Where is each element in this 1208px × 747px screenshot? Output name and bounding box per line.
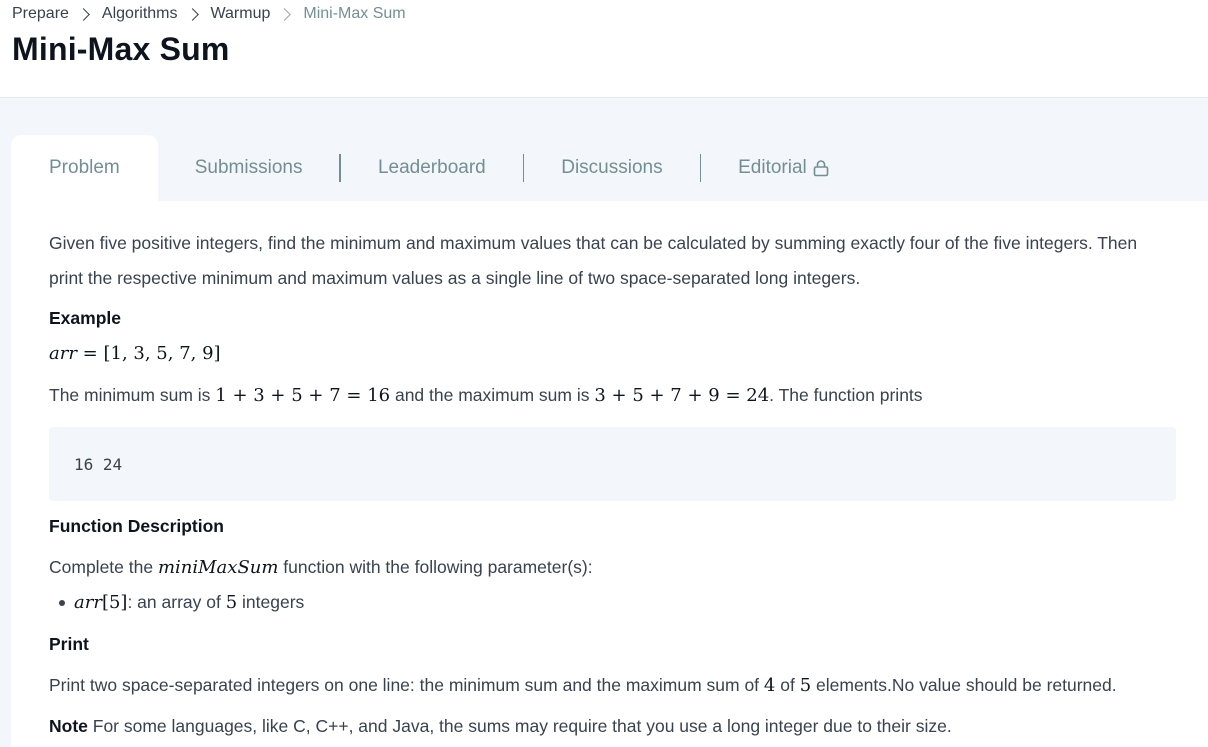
- page-header: [0, 0, 1208, 98]
- tab-editorial-label: Editorial: [738, 157, 807, 178]
- max-expr: 3 + 5 + 7 + 9 = 24: [594, 385, 770, 406]
- print-text-3: elements.No value should be returned.: [811, 675, 1117, 695]
- breadcrumb-prepare[interactable]: Prepare: [12, 5, 69, 22]
- breadcrumb: [12, 5, 406, 23]
- chevron-right-icon: [186, 8, 199, 21]
- problem-body: [11, 98, 1208, 747]
- print-text-1: Print two space-separated integers on one line: the minimum sum and the maximum sum of: [49, 675, 764, 695]
- example-eq: = [1, 3, 5, 7, 9]: [76, 343, 221, 364]
- sample-output-box: [49, 427, 1176, 501]
- param-var: arr: [74, 592, 102, 613]
- function-description-heading: Function Description: [49, 516, 224, 536]
- example-var: arr: [49, 343, 77, 364]
- chevron-right-icon: [77, 8, 90, 21]
- min-text-1: The minimum sum is: [49, 385, 216, 405]
- print-text-2: of: [775, 675, 800, 695]
- complete-text-2: function with the following parameter(s):: [278, 557, 593, 577]
- tab-problem-label: Problem: [49, 157, 120, 178]
- param-count: 5: [225, 592, 238, 613]
- param-item: [74, 592, 304, 613]
- function-description: [49, 557, 593, 578]
- breadcrumb-current: Mini-Max Sum: [303, 5, 406, 22]
- min-text-2: and the maximum sum is: [390, 385, 595, 405]
- chevron-right-icon: [278, 8, 291, 21]
- tab-leaderboard-label: Leaderboard: [377, 157, 486, 178]
- breadcrumb-warmup[interactable]: Warmup: [210, 5, 271, 22]
- sample-output: 16 24: [74, 455, 123, 474]
- breadcrumb-algorithms[interactable]: Algorithms: [101, 5, 178, 22]
- example-heading: Example: [49, 308, 121, 328]
- page-title: Mini-Max Sum: [12, 31, 230, 67]
- tab-discussions-label: Discussions: [561, 157, 663, 178]
- print-n1: 4: [763, 675, 776, 696]
- bullet-icon: [59, 600, 65, 606]
- problem-intro: Given five positive integers, find the minimum and maximum values that can be calculated by summing exactly four of the five integers. Then print the respective minimum and maximum values as a single line of two space-separated long integers.: [49, 233, 1138, 288]
- example-array: [49, 343, 221, 364]
- note-text: For some languages, like C, C++, and Java, the sums may require that you use a long integer due to their size.: [87, 716, 952, 736]
- note-label: Note: [49, 716, 88, 736]
- tab-submissions-label: Submissions: [194, 157, 303, 178]
- example-explanation: [49, 385, 923, 406]
- param-index: [5]: [101, 592, 128, 613]
- note: [49, 716, 952, 737]
- function-name: miniMaxSum: [157, 557, 279, 578]
- min-expr: 1 + 3 + 5 + 7 = 16: [215, 385, 391, 406]
- print-heading: Print: [49, 634, 89, 654]
- complete-text-1: Complete the: [49, 557, 158, 577]
- param-desc-2: integers: [237, 592, 305, 612]
- print-n2: 5: [799, 675, 812, 696]
- min-text-3: . The function prints: [769, 385, 923, 405]
- print-description: [49, 675, 1117, 696]
- param-desc-1: : an array of: [127, 592, 226, 612]
